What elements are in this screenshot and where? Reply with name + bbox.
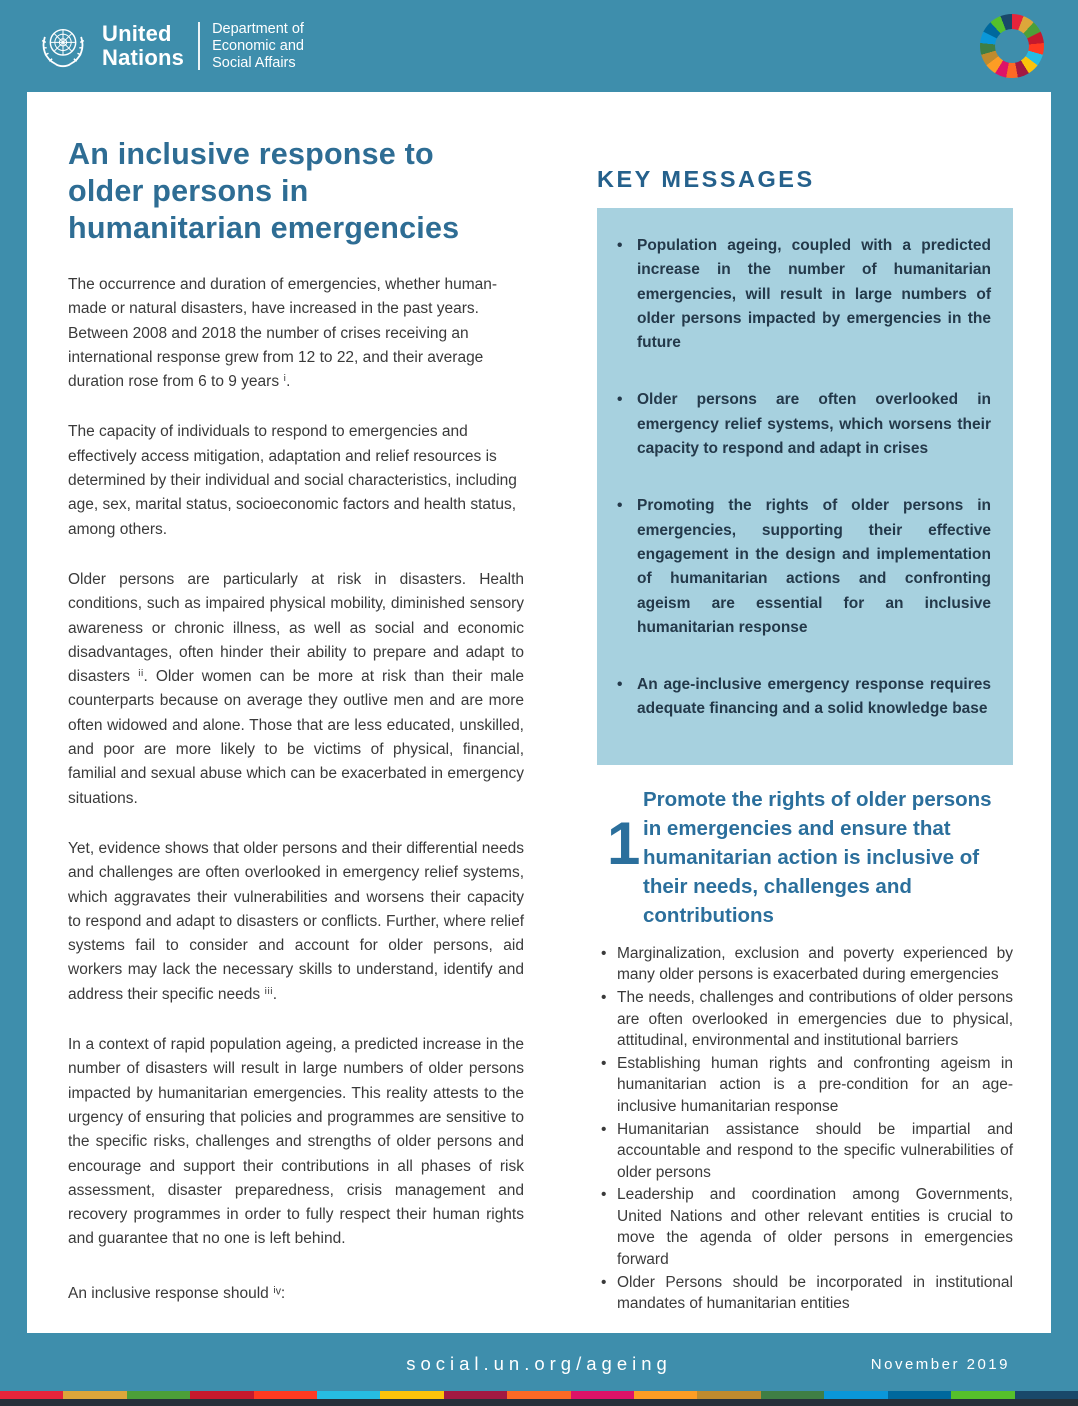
footer-date: November 2019	[870, 1356, 1010, 1373]
sdg-color-stripe	[0, 1391, 1078, 1399]
footer-url-link[interactable]: social.un.org/ageing	[406, 1353, 672, 1374]
un-emblem-icon	[34, 17, 92, 75]
key-messages-list	[597, 234, 991, 722]
sdg-wheel-hole	[995, 29, 1029, 63]
sdg-stripe-segment	[1015, 1391, 1078, 1399]
dept-line2: Economic and	[212, 37, 304, 54]
section-1-item: • Older Persons should be incorporated in institutional mandates of humanitarian entities	[617, 1272, 1013, 1315]
footer-band	[0, 1347, 1078, 1387]
department-name	[212, 21, 304, 72]
key-message-item: • An age-inclusive emergency response requires adequate financing and a solid knowledge base	[637, 673, 991, 722]
section-1-list	[597, 943, 1013, 1315]
sdg-stripe-segment	[0, 1391, 63, 1399]
sdg-stripe-segment	[824, 1391, 887, 1399]
sdg-stripe-segment	[888, 1391, 951, 1399]
paragraph-3: Older persons are particularly at risk in disasters. Health conditions, such as impaired physical mobility, diminished sensory awareness or chronic illness, as well as social and economic disadvantages, often hinder their ability to prepare and adapt to disasters ⁱⁱ. Older women can be more at risk than their male counterparts because on average they outlive men and are more often widowed and alone. Those that are less educated, unskilled, and poor are more likely to be victims of physical, financial, familial and sexual abuse which can be exacerbated in emergency situations.	[68, 570, 524, 807]
sdg-stripe-segment	[190, 1391, 253, 1399]
page-title: An inclusive response to older persons in humanitarian emergencies	[68, 137, 460, 245]
sdg-stripe-segment	[254, 1391, 317, 1399]
sdg-stripe-segment	[127, 1391, 190, 1399]
section-1-item: • Humanitarian assistance should be impartial and accountable and respond to the specific vulnerabilities of older persons	[617, 1119, 1013, 1184]
sdg-stripe-segment	[317, 1391, 380, 1399]
sdg-stripe-segment	[697, 1391, 760, 1399]
key-message-item: • Population ageing, coupled with a predicted increase in the number of humanitarian emergencies, will result in large numbers of older persons impacted by emergencies in the future	[637, 234, 991, 355]
sdg-wheel-icon	[980, 14, 1044, 78]
section-1-header	[597, 785, 1013, 930]
key-message-item: • Older persons are often overlooked in emergency relief systems, which worsens their capacity to respond and adapt in crises	[637, 388, 991, 461]
lead-in-line: An inclusive response should ⁱᵛ:	[68, 1284, 286, 1302]
org-name-line1: United	[102, 21, 172, 46]
key-messages-heading: KEY MESSAGES	[597, 166, 815, 192]
sdg-stripe-segment	[571, 1391, 634, 1399]
section-1-item: • Leadership and coordination among Governments, United Nations and other relevant entities is crucial to move the agenda of older persons in emergencies forward	[617, 1184, 1013, 1270]
left-column	[68, 92, 524, 1306]
right-column	[597, 92, 1013, 1316]
dept-line1: Department of	[212, 20, 304, 37]
sdg-stripe-segment	[761, 1391, 824, 1399]
sdg-stripe-segment	[951, 1391, 1014, 1399]
un-brand	[34, 17, 304, 75]
paragraph-5: In a context of rapid population ageing, a predicted increase in the number of disasters will result in large numbers of older persons impacted by humanitarian emergencies. This reality attests to the urgency of ensuring that policies and programmes are sensitive to the specific risks, challenges and strengths of older persons and encourage and support their contributions in all phases of risk assessment, disaster preparedness, crisis management and recovery programmes in order to fully respect their human rights and guarantee that no one is left behind.	[68, 1036, 524, 1248]
header-band	[0, 0, 1078, 92]
sdg-stripe-segment	[63, 1391, 126, 1399]
section-1-item: • Marginalization, exclusion and poverty experienced by many older persons is exacerbated during emergencies	[617, 943, 1013, 986]
org-name	[102, 22, 184, 70]
sdg-stripe-segment	[380, 1391, 443, 1399]
brand-divider	[198, 22, 200, 70]
content-card	[27, 92, 1051, 1333]
sdg-stripe-segment	[634, 1391, 697, 1399]
key-message-item: • Promoting the rights of older persons in emergencies, supporting their effective engagement in the design and implementation of humanitarian actions and confronting ageism are essential for an inclusive humanitarian response	[637, 494, 991, 640]
key-messages-box	[597, 208, 1013, 765]
section-1-heading: Promote the rights of older persons in emergencies and ensure that humanitarian action is inclusive of their needs, challenges and contributions	[643, 787, 992, 927]
sdg-stripe-segment	[507, 1391, 570, 1399]
section-1-number: 1	[607, 809, 641, 877]
section-1-item: • Establishing human rights and confronting ageism in humanitarian action is a pre-condition for an age-inclusive humanitarian response	[617, 1053, 1013, 1118]
bottom-dark-bar	[0, 1399, 1078, 1406]
paragraph-2: The capacity of individuals to respond to emergencies and effectively access mitigation, adaptation and relief resources is determined by their individual and social characteristics, including age, sex, marital status, socioeconomic factors and health status, among others.	[68, 423, 517, 538]
paragraph-4: Yet, evidence shows that older persons and their differential needs and challenges are often overlooked in emergency relief systems, which aggravates their vulnerabilities and worsens their capacity to respond and adapt to disasters or conflicts. Further, where relief systems fail to consider and account for older persons, aid workers may lack the necessary skills to understand, identify and address their specific needs ⁱⁱⁱ.	[68, 839, 524, 1003]
sdg-stripe-segment	[444, 1391, 507, 1399]
dept-line3: Social Affairs	[212, 54, 296, 71]
paragraph-1: The occurrence and duration of emergencies, whether human-made or natural disasters, have increased in the past years. Between 2008 and 2018 the number of crises receiving an international response grew from 12 to 22, and their average duration rose from 6 to 9 years ⁱ.	[68, 276, 498, 391]
section-1-item: • The needs, challenges and contributions of older persons are often overlooked in emergencies due to physical, attitudinal, environmental and institutional barriers	[617, 987, 1013, 1052]
org-name-line2: Nations	[102, 45, 185, 70]
